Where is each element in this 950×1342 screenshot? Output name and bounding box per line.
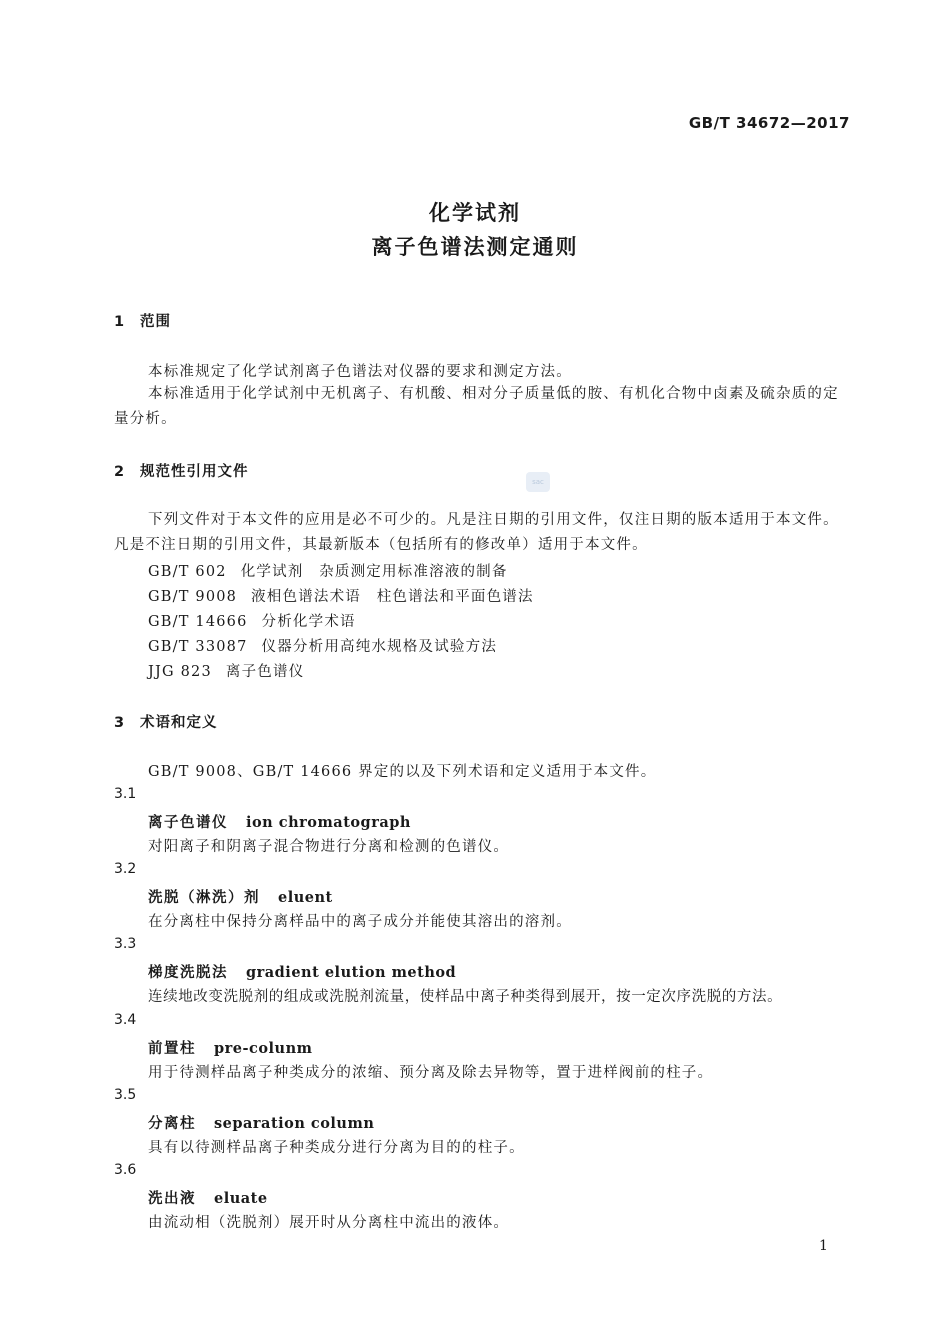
term-zh: 梯度洗脱法: [148, 965, 228, 981]
sac-watermark: sac: [526, 472, 550, 492]
section-number: 3: [114, 715, 126, 731]
term-en: separation column: [214, 1115, 375, 1132]
term-number: 3.3: [114, 936, 137, 952]
term-zh: 洗出液: [148, 1191, 196, 1207]
term-en: pre-colunm: [214, 1040, 313, 1057]
reference-title: 仪器分析用高纯水规格及试验方法: [261, 639, 498, 655]
term-heading: [148, 1037, 312, 1058]
term-heading: [148, 961, 456, 982]
section-number: 1: [114, 314, 126, 330]
term-definition: 由流动相（洗脱剂）展开时从分离柱中流出的液体。: [148, 1215, 510, 1231]
term-definition: 在分离柱中保持分离样品中的离子成分并能使其溶出的溶剂。: [148, 914, 572, 930]
term-heading: [148, 1187, 268, 1208]
term-heading: [148, 886, 333, 907]
section-number: 2: [114, 464, 126, 480]
reference-code: GB/T 14666: [148, 614, 248, 630]
reference-item: [148, 585, 534, 606]
paragraph: 下列文件对于本文件的应用是必不可少的。凡是注日期的引用文件，仅注日期的版本适用于本文件。凡是不注日期的引用文件，其最新版本（包括所有的修改单）适用于本文件。: [114, 512, 839, 553]
term-definition: 对阳离子和阴离子混合物进行分离和检测的色谱仪。: [148, 839, 510, 855]
reference-title: 液相色谱法术语 柱色谱法和平面色谱法: [251, 589, 534, 605]
reference-title: 化学试剂 杂质测定用标准溶液的制备: [240, 564, 508, 580]
term-zh: 分离柱: [148, 1116, 196, 1132]
term-number: 3.5: [114, 1087, 137, 1103]
term-zh: 前置柱: [148, 1041, 196, 1057]
section-title: 规范性引用文件: [140, 464, 249, 480]
standard-code: GB/T 34672—2017: [688, 114, 850, 132]
page-number: 1: [819, 1238, 828, 1254]
section-title: 术语和定义: [140, 715, 218, 731]
section-2-heading: [114, 460, 249, 481]
reference-item: [148, 610, 356, 631]
reference-code: GB/T 33087: [148, 639, 248, 655]
term-heading: [148, 1112, 374, 1133]
reference-item: [148, 560, 508, 581]
term-definition: 用于待测样品离子种类成分的浓缩、预分离及除去异物等，置于进样阀前的柱子。: [148, 1065, 714, 1081]
term-zh: 离子色谱仪: [148, 815, 228, 831]
paragraph: 本标准规定了化学试剂离子色谱法对仪器的要求和测定方法。: [148, 364, 572, 380]
paragraph: 本标准适用于化学试剂中无机离子、有机酸、相对分子质量低的胺、有机化合物中卤素及硫杂质的定量分析。: [114, 386, 839, 427]
term-en: gradient elution method: [246, 964, 457, 981]
reference-title: 离子色谱仪: [225, 664, 305, 680]
paragraph: GB/T 9008、GB/T 14666 界定的以及下列术语和定义适用于本文件。: [148, 764, 657, 780]
term-en: ion chromatograph: [246, 814, 411, 831]
reference-item: [148, 660, 304, 681]
term-definition: 连续地改变洗脱剂的组成或洗脱剂流量，使样品中离子种类得到展开，按一定次序洗脱的方法。: [148, 989, 783, 1005]
term-en: eluent: [278, 889, 333, 906]
reference-code: JJG 823: [148, 664, 212, 680]
term-heading: [148, 811, 411, 832]
section-1-heading: [114, 310, 171, 331]
reference-code: GB/T 602: [148, 564, 227, 580]
reference-title: 分析化学术语: [261, 614, 356, 630]
title-line-2: 离子色谱法测定通则: [371, 235, 579, 259]
reference-item: [148, 635, 497, 656]
term-number: 3.1: [114, 786, 137, 802]
term-number: 3.2: [114, 861, 137, 877]
section-3-heading: [114, 711, 218, 732]
reference-code: GB/T 9008: [148, 589, 238, 605]
term-en: eluate: [214, 1190, 268, 1207]
term-number: 3.4: [114, 1012, 137, 1028]
term-definition: 具有以待测样品离子种类成分进行分离为目的的柱子。: [148, 1140, 525, 1156]
term-zh: 洗脱（淋洗）剂: [148, 890, 260, 906]
term-number: 3.6: [114, 1162, 137, 1178]
section-title: 范围: [140, 314, 171, 330]
title-line-1: 化学试剂: [429, 201, 521, 225]
